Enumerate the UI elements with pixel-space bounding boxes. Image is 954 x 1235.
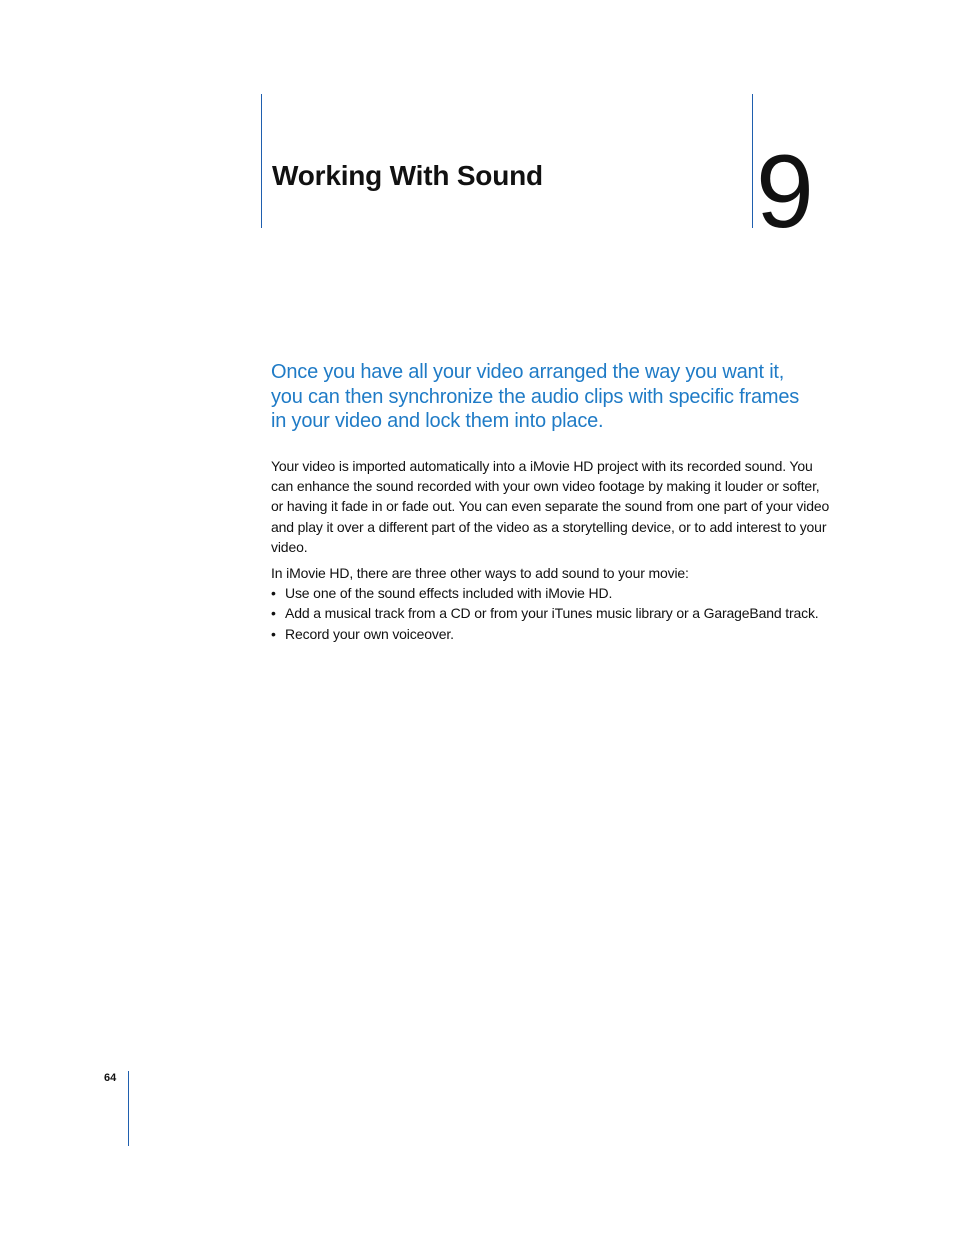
list-item-text: Use one of the sound effects included with iMovie HD. [285, 585, 613, 602]
body-paragraph: In iMovie HD, there are three other ways to add sound to your movie: [271, 565, 689, 582]
chapter-title: Working With Sound [272, 160, 543, 191]
chapter-intro: Once you have all your video arranged the way you want it, you can then synchronize the audio clips with specific frames in your video and lock them into place. [271, 361, 800, 432]
chapter-number-rule [752, 94, 753, 228]
bullet-icon: • [271, 625, 276, 642]
chapter-number: 9 [756, 134, 814, 250]
list-item [271, 583, 831, 603]
list-item-text: Record your own voiceover. [285, 625, 454, 642]
body-text [271, 456, 831, 644]
body-paragraph: Your video is imported automatically into a iMovie HD project with its recorded sound. You can enhance the sound recorded with your own video footage by making it louder or softer, or having it fade in or fade out. You can even separate the sound from one part of your video and play it over a different part of the video as a storytelling device, or to add interest to your video. [271, 458, 830, 555]
bullet-icon: • [271, 585, 276, 602]
title-rule [261, 94, 262, 228]
list-item [271, 624, 831, 644]
page-number: 64 [104, 1072, 117, 1084]
list-item [271, 603, 831, 623]
footer-rule [128, 1071, 129, 1146]
bullet-icon: • [271, 605, 276, 622]
bullet-list [271, 583, 831, 644]
list-item-text: Add a musical track from a CD or from your iTunes music library or a GarageBand track. [285, 605, 819, 622]
